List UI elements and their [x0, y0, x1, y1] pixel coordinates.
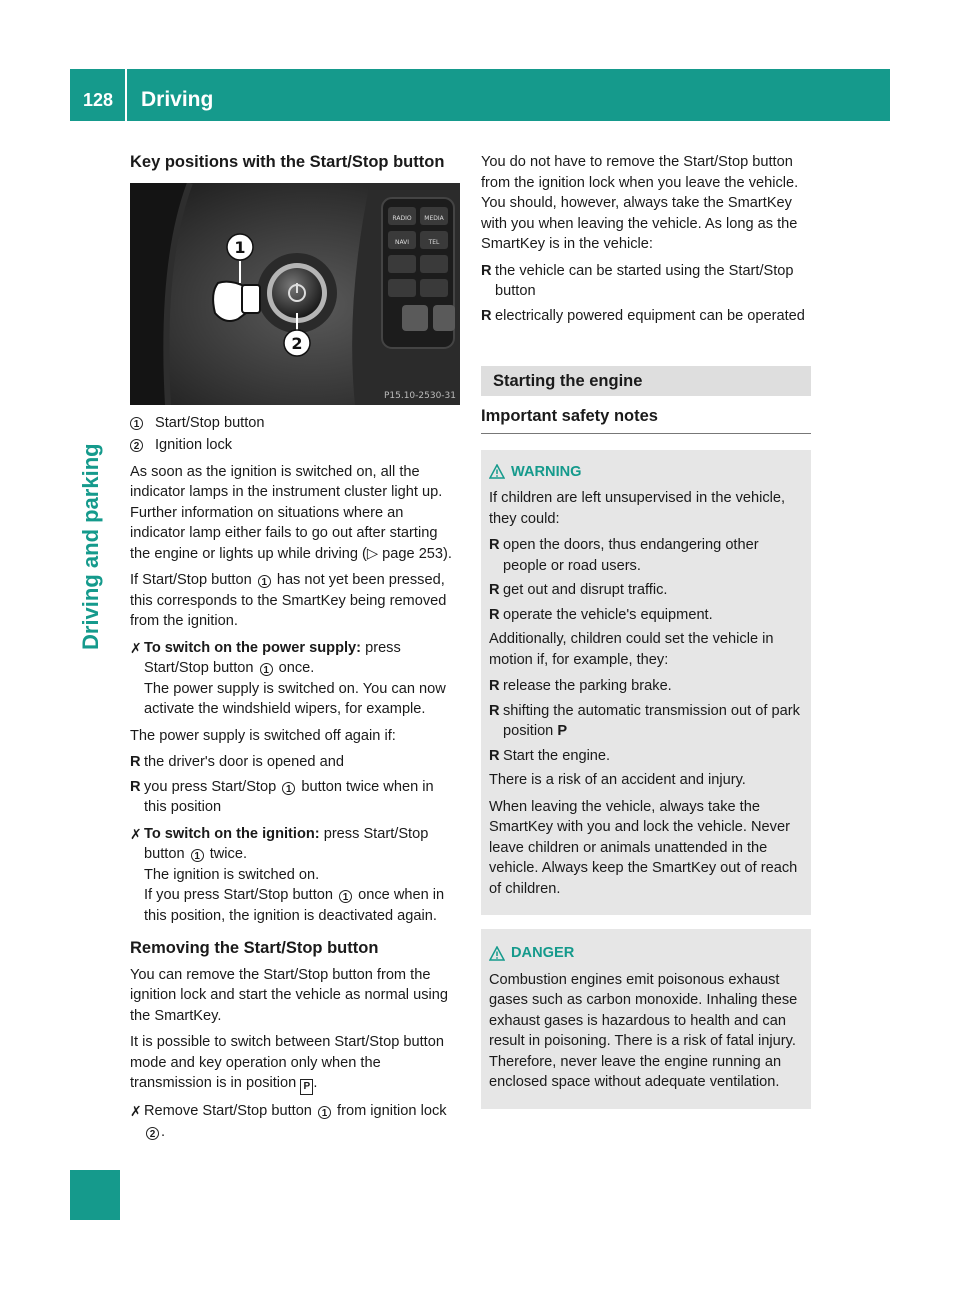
paragraph: Combustion engines emit poisonous exhaust gases such as carbon monoxide. Inhaling these exhaust gases is hazardous to health and can result in poisoning. There is a risk of fatal injury. Therefore, never leave the engine running an enclosed space without adequate ventilation. — [489, 971, 798, 1090]
list-item: R release the parking brake. — [489, 676, 803, 697]
list-item: R the vehicle can be started using the Start/Stop button — [481, 261, 811, 302]
bullet-icon: R — [481, 307, 492, 324]
paragraph: If children are left unsupervised in the vehicle, they could: — [489, 490, 786, 527]
callout-number: 1 — [318, 1106, 331, 1119]
right-column — [481, 152, 811, 1123]
bullet-icon: R — [489, 537, 500, 553]
subsection-heading: Important safety notes — [481, 406, 811, 434]
tel-button-label: TEL — [428, 238, 440, 246]
step-arrow-icon: ✗ — [130, 825, 142, 842]
paragraph: There is a risk of an accident and injury. — [489, 772, 746, 788]
bullet-icon: R — [489, 678, 500, 694]
radio-button-label: RADIO — [392, 214, 412, 222]
list-item: R electrically powered equipment can be operated — [481, 306, 811, 327]
paragraph: When leaving the vehicle, always take the SmartKey with you and lock the vehicle. Never leave children or animals unattended in the vehicle. Always keep the SmartKey out of reach of children. — [489, 798, 798, 897]
bullet-icon: R — [130, 754, 141, 770]
callout-number: 1 — [191, 849, 204, 862]
list-item: R get out and disrupt traffic. — [489, 580, 803, 601]
legend-item — [130, 435, 460, 456]
legend-label: Ignition lock — [155, 437, 233, 453]
header-title: Driving — [141, 88, 214, 111]
danger-box — [481, 929, 811, 1109]
callout-number: 1 — [258, 575, 271, 588]
list-item: R operate the vehicle's equipment. — [489, 605, 803, 626]
start-stop-photo-illustration — [130, 183, 460, 405]
bullet-icon: R — [489, 702, 500, 719]
instruction-step: ✗ To switch on the ignition: press Start/Stop button 1 twice. The ignition is switched on. If you press Start/Stop button 1 once when in this position, the ignition is deactivated again. — [130, 824, 460, 927]
side-tab-label: Driving and parking — [78, 443, 103, 650]
warning-title: WARNING — [511, 463, 582, 480]
paragraph: The power supply is switched off again if: — [130, 727, 396, 744]
list-item: R the driver's door is opened and — [130, 752, 460, 773]
section-heading: Removing the Start/Stop button — [130, 939, 379, 957]
side-tab-block — [70, 1170, 120, 1220]
list-item: R you press Start/Stop 1 button twice when in this position — [130, 777, 460, 818]
bullet-icon: R — [130, 778, 141, 795]
danger-triangle-icon — [489, 946, 505, 961]
start-stop-photo — [130, 183, 460, 405]
danger-title: DANGER — [511, 945, 575, 961]
paragraph: It is possible to switch between Start/Stop button mode and key operation only when the transmission is in position P . — [130, 1032, 460, 1095]
section-heading: Key positions with the Start/Stop button — [130, 153, 445, 171]
list-item: R open the doors, thus endangering other people or road users. — [489, 535, 803, 576]
callout-number: 2 — [146, 1127, 159, 1140]
callout-number: 1 — [260, 663, 273, 676]
figure-code: P15.10-2530-31 — [383, 390, 456, 401]
callout-2-number: 2 — [291, 333, 303, 353]
callout-number: 1 — [339, 890, 352, 903]
paragraph: As soon as the ignition is switched on, all the indicator lamps in the instrument cluster light up. Further information on situations where an indicator lamp either fails to go out after starting the engine or lights up while driving (▷ page 253). — [130, 463, 452, 562]
left-column — [130, 152, 460, 1148]
warning-triangle-icon — [489, 464, 505, 479]
media-button-label: MEDIA — [424, 214, 444, 222]
paragraph: You do not have to remove the Start/Stop button from the ignition lock when you leave the vehicle. You should, however, always take the SmartKey with you when leaving the vehicle. As long as the SmartKey is in the vehicle: — [481, 154, 799, 252]
instruction-step: ✗ To switch on the power supply: press Start/Stop button 1 once. The power supply is switched on. You can now activate the windshield wipers, for example. — [130, 638, 460, 720]
callout-number: 2 — [130, 439, 143, 452]
instruction-step: ✗ Remove Start/Stop button 1 from ignition lock 2 . — [130, 1101, 460, 1142]
step-arrow-icon: ✗ — [130, 1103, 142, 1119]
bullet-icon: R — [489, 582, 500, 598]
callout-number: 1 — [282, 782, 295, 795]
header-divider — [125, 69, 127, 121]
section-banner: Starting the engine — [481, 366, 811, 396]
paragraph: You can remove the Start/Stop button from the ignition lock and start the vehicle as normal using the SmartKey. — [130, 966, 448, 1024]
page-reference: (▷ page 253). — [362, 545, 452, 562]
warning-box — [481, 450, 811, 916]
paragraph: Additionally, children could set the vehicle in motion if, for example, they: — [489, 631, 774, 668]
step-arrow-icon: ✗ — [130, 639, 142, 656]
list-item: R Start the engine. — [489, 746, 803, 767]
park-position-symbol: P — [300, 1079, 313, 1095]
bullet-icon: R — [489, 606, 500, 623]
bullet-icon: R — [481, 262, 492, 279]
callout-number: 1 — [130, 417, 143, 430]
legend-label: Start/Stop button — [155, 414, 265, 431]
bullet-icon: R — [489, 747, 500, 764]
page-number: 128 — [83, 90, 114, 110]
callout-1-number: 1 — [234, 237, 246, 257]
list-item: R shifting the automatic transmission out of park position P — [489, 701, 803, 742]
navi-button-label: NAVI — [394, 238, 410, 246]
legend-item — [130, 413, 460, 434]
paragraph: If Start/Stop button 1 has not yet been pressed, this corresponds to the SmartKey being removed from the ignition. — [130, 572, 447, 629]
